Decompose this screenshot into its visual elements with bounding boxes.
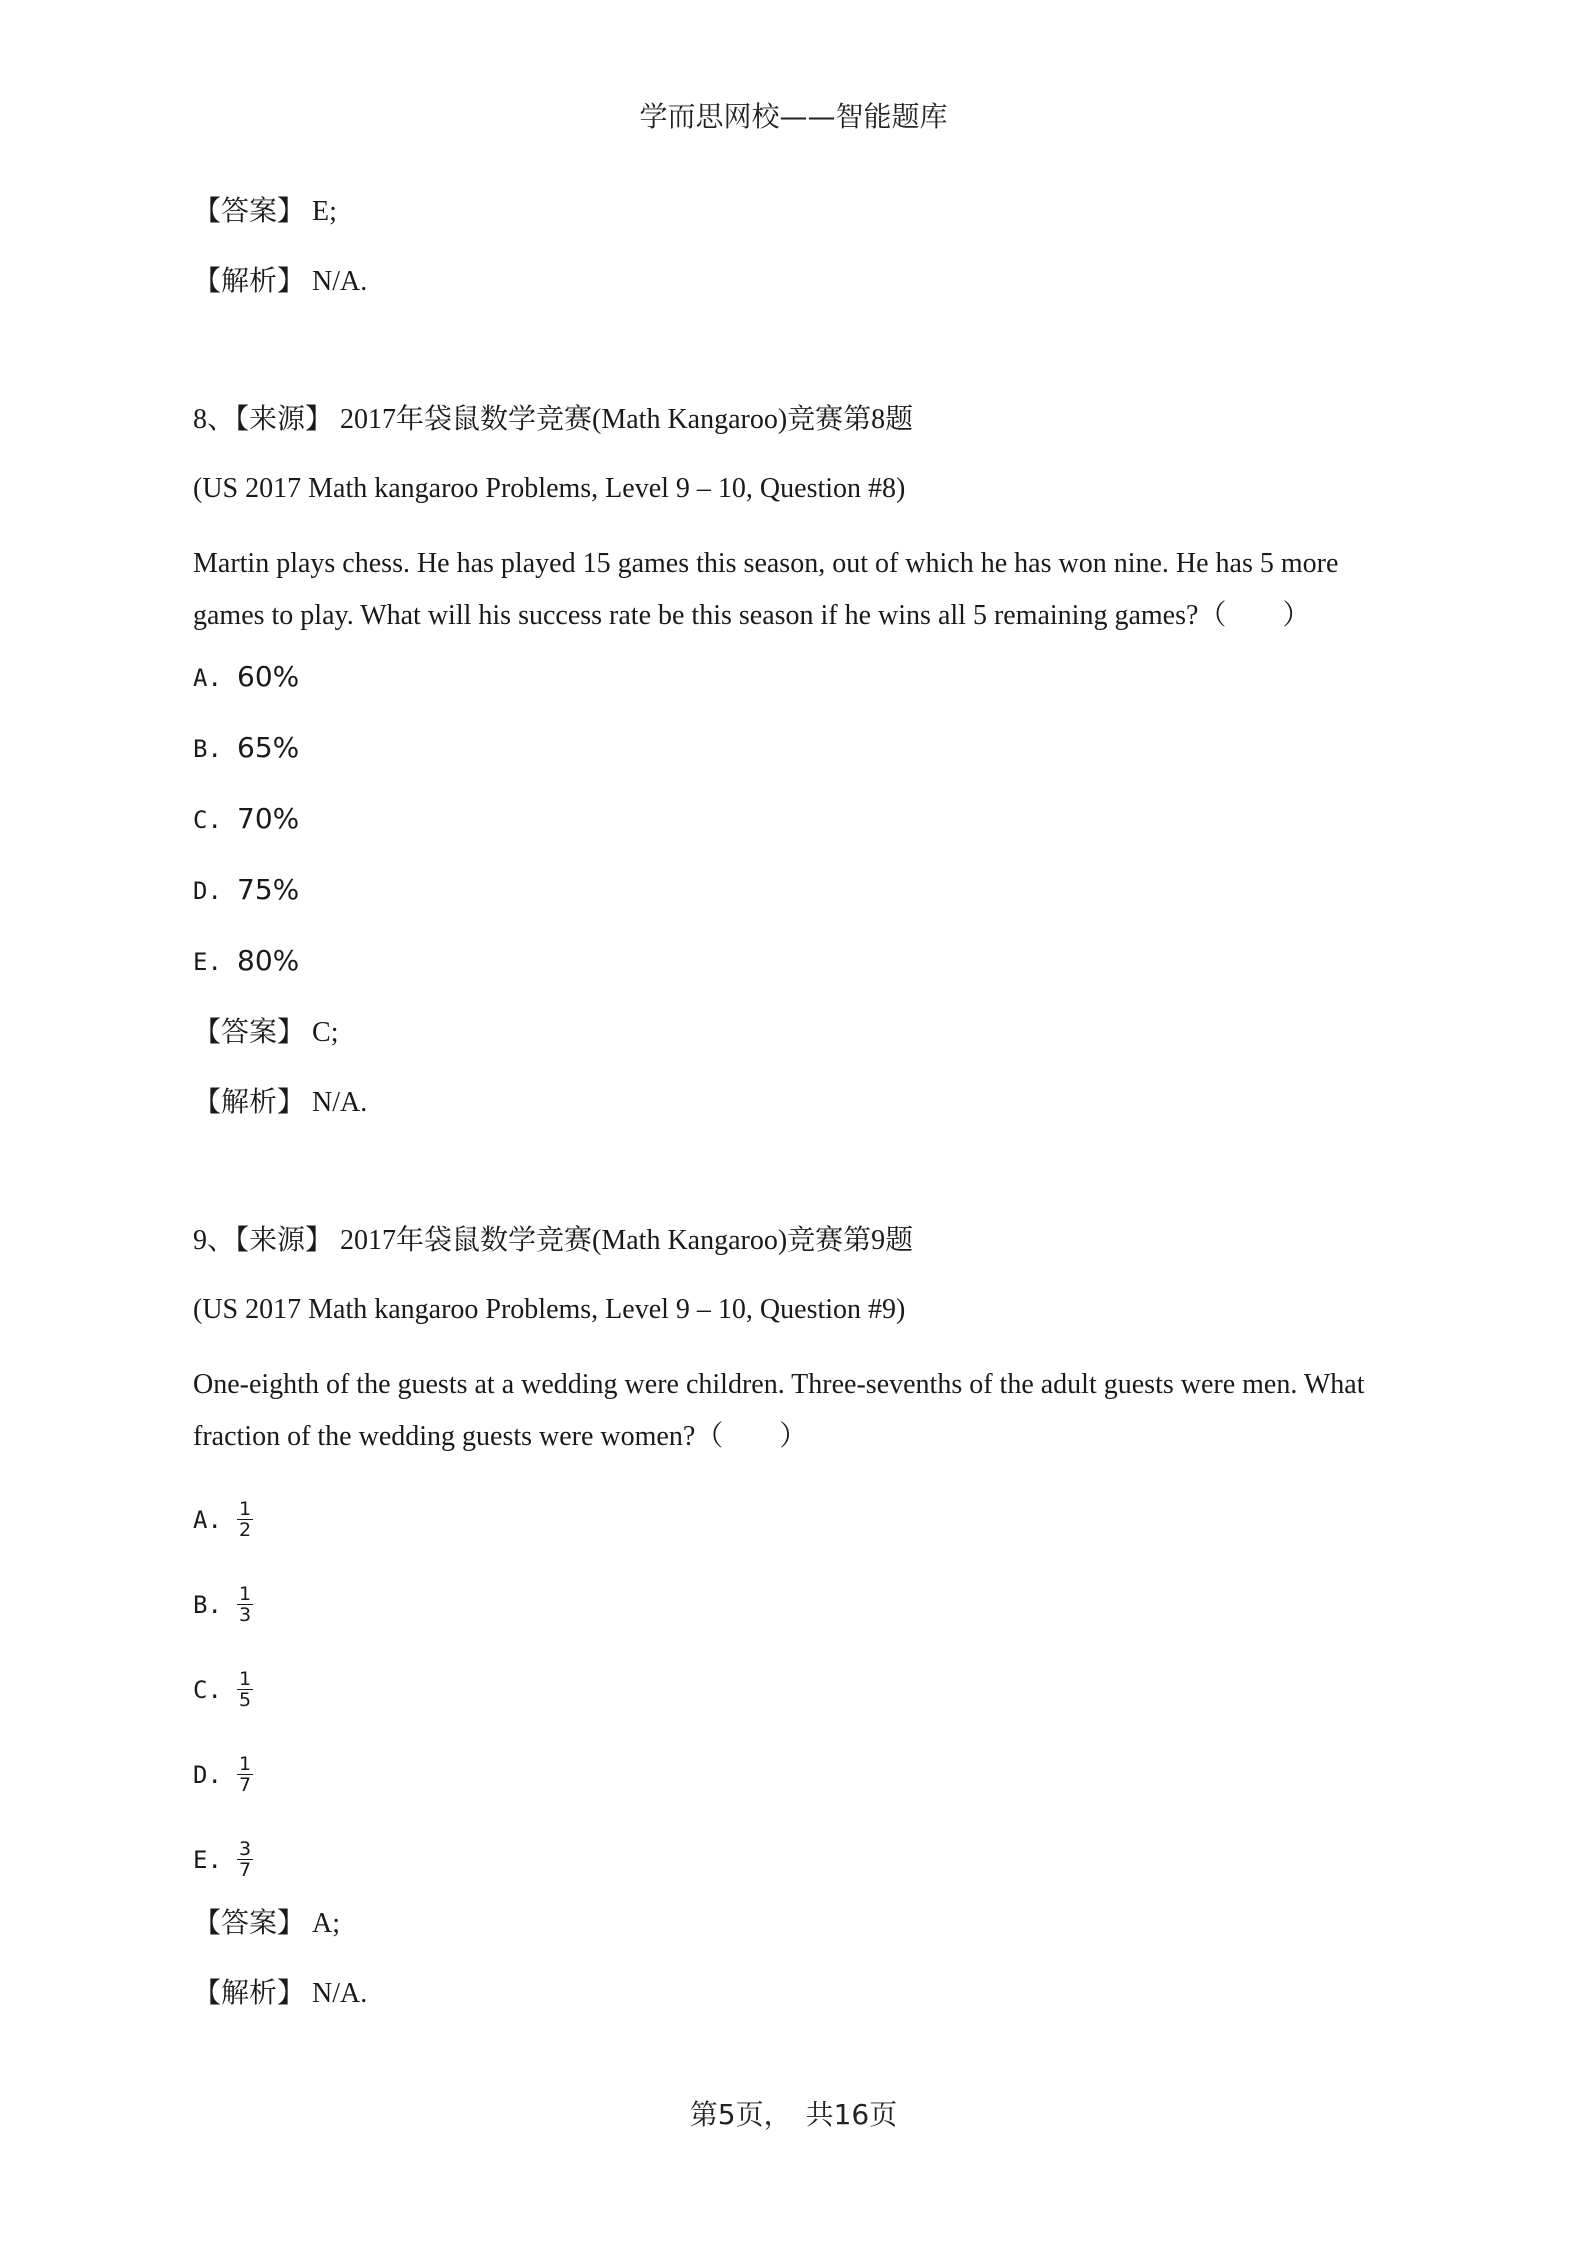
fraction xyxy=(237,1584,253,1625)
option-letter: E. xyxy=(193,1845,222,1874)
fraction xyxy=(237,1839,253,1880)
numerator: 1 xyxy=(239,1668,252,1690)
source-text: 2017年袋鼠数学竞赛(Math Kangaroo)竞赛第9题 xyxy=(340,1225,914,1256)
q8-source xyxy=(193,398,1413,468)
option-letter: D. xyxy=(193,877,222,905)
option-letter: A. xyxy=(193,1505,222,1534)
prev-analysis xyxy=(193,260,1413,330)
option-letter: C. xyxy=(193,1675,222,1704)
source-label: 【来源】 xyxy=(235,402,334,435)
q8-answer xyxy=(193,1011,1413,1081)
numerator: 1 xyxy=(239,1498,252,1520)
q8-option-a xyxy=(193,656,1413,727)
answer-value: C; xyxy=(312,1017,339,1048)
q9-analysis xyxy=(193,1972,1413,2042)
option-letter: C. xyxy=(193,806,222,834)
question-number: 9、 xyxy=(193,1225,236,1256)
numerator: 3 xyxy=(239,1838,252,1860)
question-number: 8、 xyxy=(193,404,236,435)
q9-option-e xyxy=(193,1817,1413,1902)
analysis-value: N/A. xyxy=(312,266,368,297)
q9-answer xyxy=(193,1902,1413,1972)
answer-label: 【答案】 xyxy=(193,1015,306,1048)
spacer xyxy=(193,1151,1413,1219)
option-letter: E. xyxy=(193,948,222,976)
q8-option-c xyxy=(193,798,1413,869)
q8-option-e xyxy=(193,940,1413,1011)
page-header: 学而思网校——智能题库 xyxy=(639,100,948,133)
page-content xyxy=(193,190,1413,2042)
analysis-label: 【解析】 xyxy=(193,1085,306,1118)
denominator: 7 xyxy=(239,1774,252,1796)
denominator: 7 xyxy=(239,1859,252,1881)
option-value: 75% xyxy=(237,873,300,906)
q8-analysis xyxy=(193,1081,1413,1151)
fraction xyxy=(237,1754,253,1795)
option-letter: B. xyxy=(193,735,222,763)
option-value: 80% xyxy=(237,944,300,977)
q8-stem: Martin plays chess. He has played 15 games this season, out of which he has won nine. He has 5 more games to play. What will his success rate be this season if he wins all 5 remaining games?（ ） xyxy=(193,548,1339,631)
analysis-label: 【解析】 xyxy=(193,264,306,297)
source-label: 【来源】 xyxy=(235,1223,334,1256)
numerator: 1 xyxy=(239,1583,252,1605)
q9-reference: (US 2017 Math kangaroo Problems, Level 9 – 10, Question #9) xyxy=(193,1294,906,1325)
answer-value: E; xyxy=(312,196,337,227)
option-letter: A. xyxy=(193,664,222,692)
q9-option-a xyxy=(193,1477,1413,1562)
q8-option-d xyxy=(193,869,1413,940)
answer-label: 【答案】 xyxy=(193,194,306,227)
answer-value: A; xyxy=(312,1908,341,1939)
option-letter: D. xyxy=(193,1760,222,1789)
source-text: 2017年袋鼠数学竞赛(Math Kangaroo)竞赛第8题 xyxy=(340,404,914,435)
fraction xyxy=(237,1499,253,1540)
answer-label: 【答案】 xyxy=(193,1906,306,1939)
analysis-value: N/A. xyxy=(312,1087,368,1118)
denominator: 3 xyxy=(239,1604,252,1626)
q9-stem: One-eighth of the guests at a wedding were children. Three-sevenths of the adult guests were men. What fraction of the wedding guests were women?（ ） xyxy=(193,1369,1365,1452)
prev-answer xyxy=(193,190,1413,260)
numerator: 1 xyxy=(239,1753,252,1775)
option-value: 65% xyxy=(237,731,300,764)
q9-option-d xyxy=(193,1732,1413,1817)
q9-source xyxy=(193,1219,1413,1289)
fraction xyxy=(237,1669,253,1710)
q9-option-b xyxy=(193,1562,1413,1647)
page-footer: 第5页， 共16页 xyxy=(689,2098,898,2131)
q9-option-c xyxy=(193,1647,1413,1732)
spacer xyxy=(193,330,1413,398)
option-letter: B. xyxy=(193,1590,222,1619)
q8-option-b xyxy=(193,727,1413,798)
denominator: 5 xyxy=(239,1689,252,1711)
option-value: 60% xyxy=(237,660,300,693)
denominator: 2 xyxy=(239,1519,252,1541)
analysis-label: 【解析】 xyxy=(193,1976,306,2009)
q8-reference: (US 2017 Math kangaroo Problems, Level 9 – 10, Question #8) xyxy=(193,473,906,504)
option-value: 70% xyxy=(237,802,300,835)
analysis-value: N/A. xyxy=(312,1978,368,2009)
